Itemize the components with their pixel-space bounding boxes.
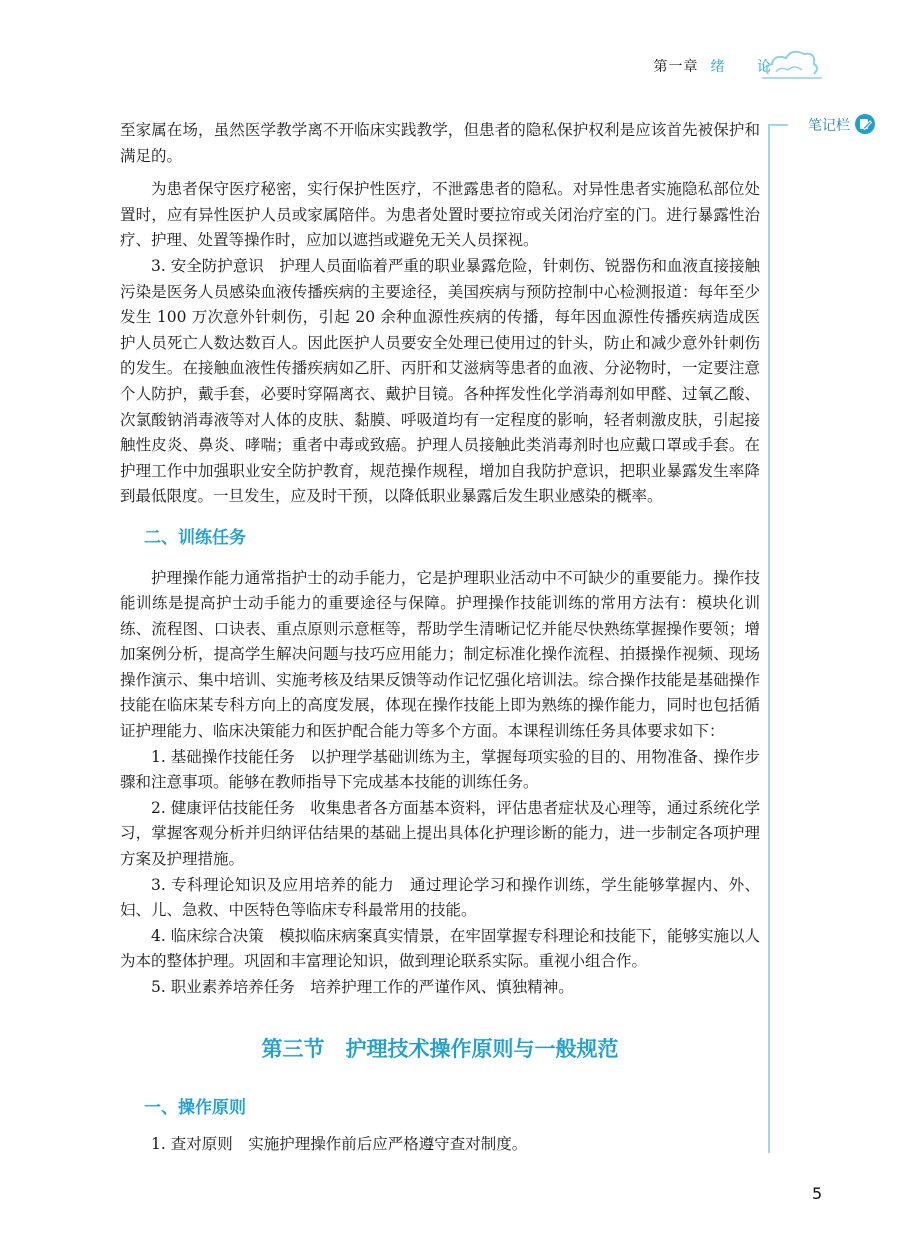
section-heading-training: 二、训练任务 [144, 527, 246, 548]
paragraph: 3. 安全防护意识 护理人员面临着严重的职业暴露危险，针刺伤、锐器伤和血液直接接触污染是医务人员感染血液传播疾病的主要途径，美国疾病与预防控制中心检测报道：每年至少发生 100 万次意外针刺伤，引起 20 余种血源性疾病的传播，每年因血源性传播疾病造成医护人员死亡人数达数百人。因此医护人员要安全处理已使用过的针头，防止和减少意外针刺伤的发生。在接触血液性传播疾病如乙肝、丙肝和艾滋病等患者的血液、分泌物时，一定要注意个人防护，戴手套，必要时穿隔离衣、戴护目镜。各种挥发性化学消毒剂如甲醛、过氧乙酸、次氯酸钠消毒液等对人体的皮肤、黏膜、呼吸道均有一定程度的影响，轻者刺激皮肤，引起接触性皮炎、鼻炎、哮喘；重者中毒或致癌。护理人员接触此类消毒剂时也应戴口罩或手套。在护理工作中加强职业安全防护教育，规范操作规程，增加自我防护意识，把职业暴露发生率降到最低限度。一旦发生，应及时干预，以降低职业暴露后发生职业感染的概率。 [120, 256, 760, 506]
pencil-note-icon [854, 113, 876, 135]
chapter-title: 绪 论 [710, 59, 785, 75]
list-item: 4. 临床综合决策 模拟临床病案真实情景，在牢固掌握专科理论和技能下，能够实施以人为本的整体护理。巩固和丰富理论知识，做到理论联系实际。重视小组合作。 [120, 926, 760, 971]
notes-column-tab [768, 113, 900, 137]
paragraph: 护理操作能力通常指护士的动手能力，它是护理职业活动中不可缺少的重要能力。操作技能训练是提高护士动手能力的重要途径与保障。护理操作技能训练的常用方法有：模块化训练、流程图、口诀表、重点原则示意框等，帮助学生清晰记忆并能尽快熟练掌握操作要领；增加案例分析，提高学生解决问题与技巧应用能力；制定标准化操作流程、拍摄操作视频、现场操作演示、集中培训、实施考核及结果反馈等动作记忆强化培训法。综合操作技能是基础操作技能在临床某专科方向上的高度发展，体现在操作技能上即为熟练的操作能力，同时也包括循证护理能力、临床决策能力和医护配合能力等多个方面。本课程训练任务具体要求如下： [120, 568, 760, 741]
list-item: 3. 专科理论知识及应用培养的能力 通过理论学习和操作训练，学生能够掌握内、外、妇、儿、急救、中医特色等临床专科最常用的技能。 [120, 875, 760, 920]
page-body [120, 118, 760, 1157]
cloud-ornament-icon [762, 44, 822, 84]
list-item: 1. 查对原则 实施护理操作前后应严格遵守查对制度。 [151, 1134, 528, 1153]
page-number: 5 [812, 1184, 823, 1203]
paragraph: 至家属在场，虽然医学教学离不开临床实践教学，但患者的隐私保护权利是应该首先被保护和满足的。 [120, 121, 760, 165]
paragraph: 为患者保守医疗秘密，实行保护性医疗，不泄露患者的隐私。对异性患者实施隐私部位处置时，应有异性医护人员或家属陪伴。为患者处置时要拉帘或关闭治疗室的门。进行暴露性治疗、护理、处置等操作时，应加以遮挡或避免无关人员探视。 [120, 180, 760, 250]
list-item: 2. 健康评估技能任务 收集患者各方面基本资料，评估患者症状及心理等，通过系统化学习，掌握客观分析并归纳评估结果的基础上提出具体化护理诊断的能力，进一步制定各项护理方案及护理措施。 [120, 798, 760, 869]
notes-tab-bar [768, 124, 788, 126]
notes-label: 笔记栏 [808, 118, 850, 134]
list-item: 1. 基础操作技能任务 以护理学基础训练为主，掌握每项实验的目的、用物准备、操作步骤和注意事项。能够在教师指导下完成基本技能的训练任务。 [120, 747, 760, 792]
list-item: 5. 职业素养培养任务 培养护理工作的严谨作风、慎独精神。 [151, 978, 574, 996]
section-title: 第三节 护理技术操作原则与一般规范 [261, 1036, 619, 1061]
section-heading-principles: 一、操作原则 [144, 1098, 246, 1119]
notes-margin-rule [768, 125, 770, 1153]
chapter-number: 第一章 [653, 59, 699, 75]
